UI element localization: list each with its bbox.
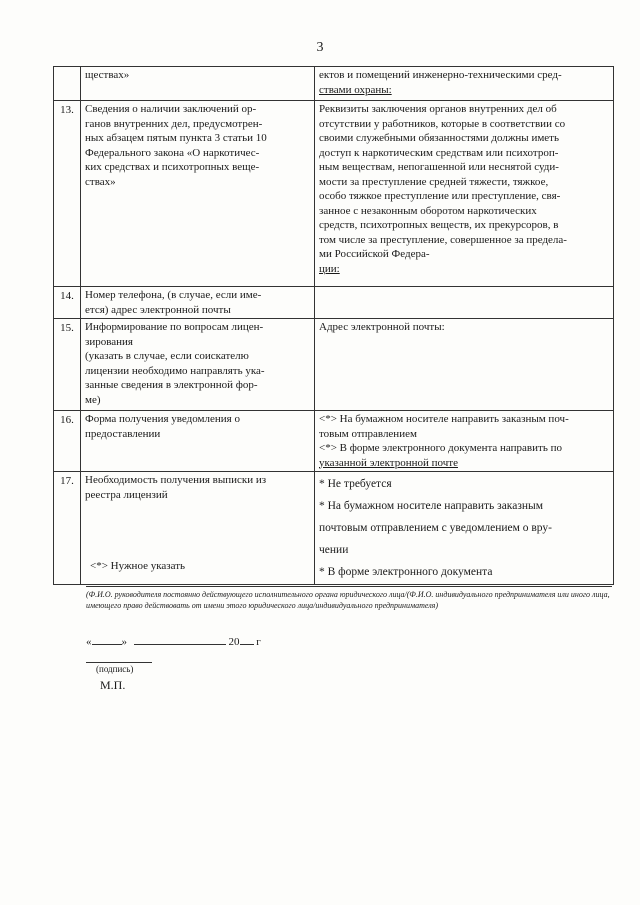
value-line: отсутствии у работников, которые в соответствии со bbox=[319, 117, 566, 130]
value-line: том числе за преступление, совершенное за предела- bbox=[319, 233, 567, 246]
table-row bbox=[54, 287, 614, 319]
label-line: ганов внутренних дел, предусмотрен- bbox=[85, 117, 263, 130]
signature-line[interactable] bbox=[86, 662, 152, 663]
application-form-table bbox=[53, 66, 614, 585]
value-line: ми Российской Федера- bbox=[319, 248, 430, 260]
row-number: 15. bbox=[54, 319, 81, 411]
option-line[interactable]: * Не требуется bbox=[319, 478, 392, 490]
row-field-value[interactable] bbox=[315, 472, 614, 585]
value-line: особо тяжкое преступление или преступление, свя- bbox=[319, 190, 561, 202]
label-line: ется) адрес электронной почты bbox=[85, 303, 231, 316]
value-line: доступ к наркотическим средствам или психотроп- bbox=[319, 146, 559, 159]
row-field-label bbox=[81, 287, 315, 319]
value-line: ектов и помещений инженерно-техническими сред- bbox=[319, 69, 562, 81]
row-field-value[interactable] bbox=[315, 287, 614, 319]
page-number: 3 bbox=[316, 40, 324, 55]
option-line[interactable]: <*> На бумажном носителе направить заказным поч- bbox=[319, 413, 569, 425]
value-line: Реквизиты заключения органов внутренних дел об bbox=[319, 103, 557, 115]
table-row bbox=[54, 67, 614, 101]
footnote: <*> Нужное указать bbox=[90, 560, 186, 572]
label-line: ме) bbox=[85, 393, 101, 406]
option-line[interactable]: товым отправлением bbox=[319, 427, 417, 440]
year-suffix: г bbox=[256, 636, 261, 648]
signer-name-line[interactable] bbox=[86, 585, 612, 587]
label-line: зирования bbox=[85, 335, 133, 348]
row-number: 14. bbox=[54, 287, 81, 319]
label-line: Номер телефона, (в случае, если име- bbox=[85, 289, 262, 301]
label-line: предоставлении bbox=[85, 427, 161, 440]
table-row bbox=[54, 319, 614, 411]
label-line: Необходимость получения выписки из bbox=[85, 474, 267, 486]
row-number bbox=[54, 67, 81, 101]
table-row bbox=[54, 411, 614, 472]
label-line: ких средствах и психотропных веще- bbox=[85, 161, 260, 173]
table-row bbox=[54, 101, 614, 287]
year-prefix: 20 bbox=[228, 636, 240, 648]
row-field-label bbox=[81, 101, 315, 287]
value-line: ным веществам, непогашенной или неснятой суди- bbox=[319, 161, 559, 173]
signature-label: (подпись) bbox=[96, 664, 134, 674]
row-field-label bbox=[81, 411, 315, 472]
label-line: Сведения о наличии заключений ор- bbox=[85, 103, 257, 115]
label-line: (указать в случае, если соискателю bbox=[85, 350, 249, 362]
option-line[interactable]: почтовым отправлением с уведомлением о вру- bbox=[319, 522, 552, 534]
label-line: ществах» bbox=[85, 69, 130, 81]
label-line: реестра лицензий bbox=[85, 488, 168, 501]
signer-caption: (Ф.И.О. руководителя постоянно действующего исполнительного органа юридического лица/(Ф.И.О. индивидуального предпринимателя или иного лица, имеющего право действовать от имени этого юридического лица/индивидуального предпринимателя) bbox=[86, 590, 610, 610]
option-line[interactable]: <*> В форме электронного документа направить по bbox=[319, 442, 562, 454]
label-line: Форма получения уведомления о bbox=[85, 413, 240, 425]
value-line: ствами охраны: bbox=[319, 83, 392, 96]
option-line[interactable]: чении bbox=[319, 544, 349, 556]
row-field-value[interactable] bbox=[315, 411, 614, 472]
date-close-quote: » bbox=[121, 636, 127, 648]
row-field-value[interactable] bbox=[315, 101, 614, 287]
label-line: Федерального закона «О наркотичес- bbox=[85, 146, 260, 159]
label-line: ных абзацем пятым пункта 3 статьи 10 bbox=[85, 132, 267, 144]
label-line: Информирование по вопросам лицен- bbox=[85, 321, 264, 333]
value-line bbox=[319, 288, 609, 303]
value-line: своими служебными обязанностями должны иметь bbox=[319, 132, 560, 144]
row-number: 17. bbox=[54, 472, 81, 585]
day-blank[interactable] bbox=[92, 634, 122, 645]
value-line: Адрес электронной почты: bbox=[319, 321, 445, 333]
label-line: занные сведения в электронной фор- bbox=[85, 379, 258, 391]
year-blank[interactable] bbox=[240, 634, 254, 645]
value-line: мости за преступление средней тяжести, тяжкое, bbox=[319, 175, 549, 188]
row-field-value[interactable] bbox=[315, 67, 614, 101]
row-field-label bbox=[81, 319, 315, 411]
option-line[interactable]: * В форме электронного документа bbox=[319, 566, 493, 578]
value-line: средств, психотропных веществ, их прекурсоров, в bbox=[319, 219, 559, 231]
date-open-quote: « bbox=[86, 636, 92, 648]
row-number: 13. bbox=[54, 101, 81, 287]
label-line: лицензии необходимо направлять ука- bbox=[85, 364, 265, 377]
value-line: ции: bbox=[319, 262, 340, 275]
row-field-value[interactable] bbox=[315, 319, 614, 411]
option-line[interactable]: указанной электронной почте bbox=[319, 456, 458, 469]
date-field bbox=[86, 634, 261, 648]
label-line: ствах» bbox=[85, 175, 116, 188]
value-line: занное с незаконным оборотом наркотических bbox=[319, 204, 537, 217]
row-number: 16. bbox=[54, 411, 81, 472]
option-line[interactable]: * На бумажном носителе направить заказным bbox=[319, 500, 544, 512]
stamp-place-label: М.П. bbox=[100, 678, 126, 692]
month-blank[interactable] bbox=[134, 634, 226, 645]
row-field-label bbox=[81, 67, 315, 101]
